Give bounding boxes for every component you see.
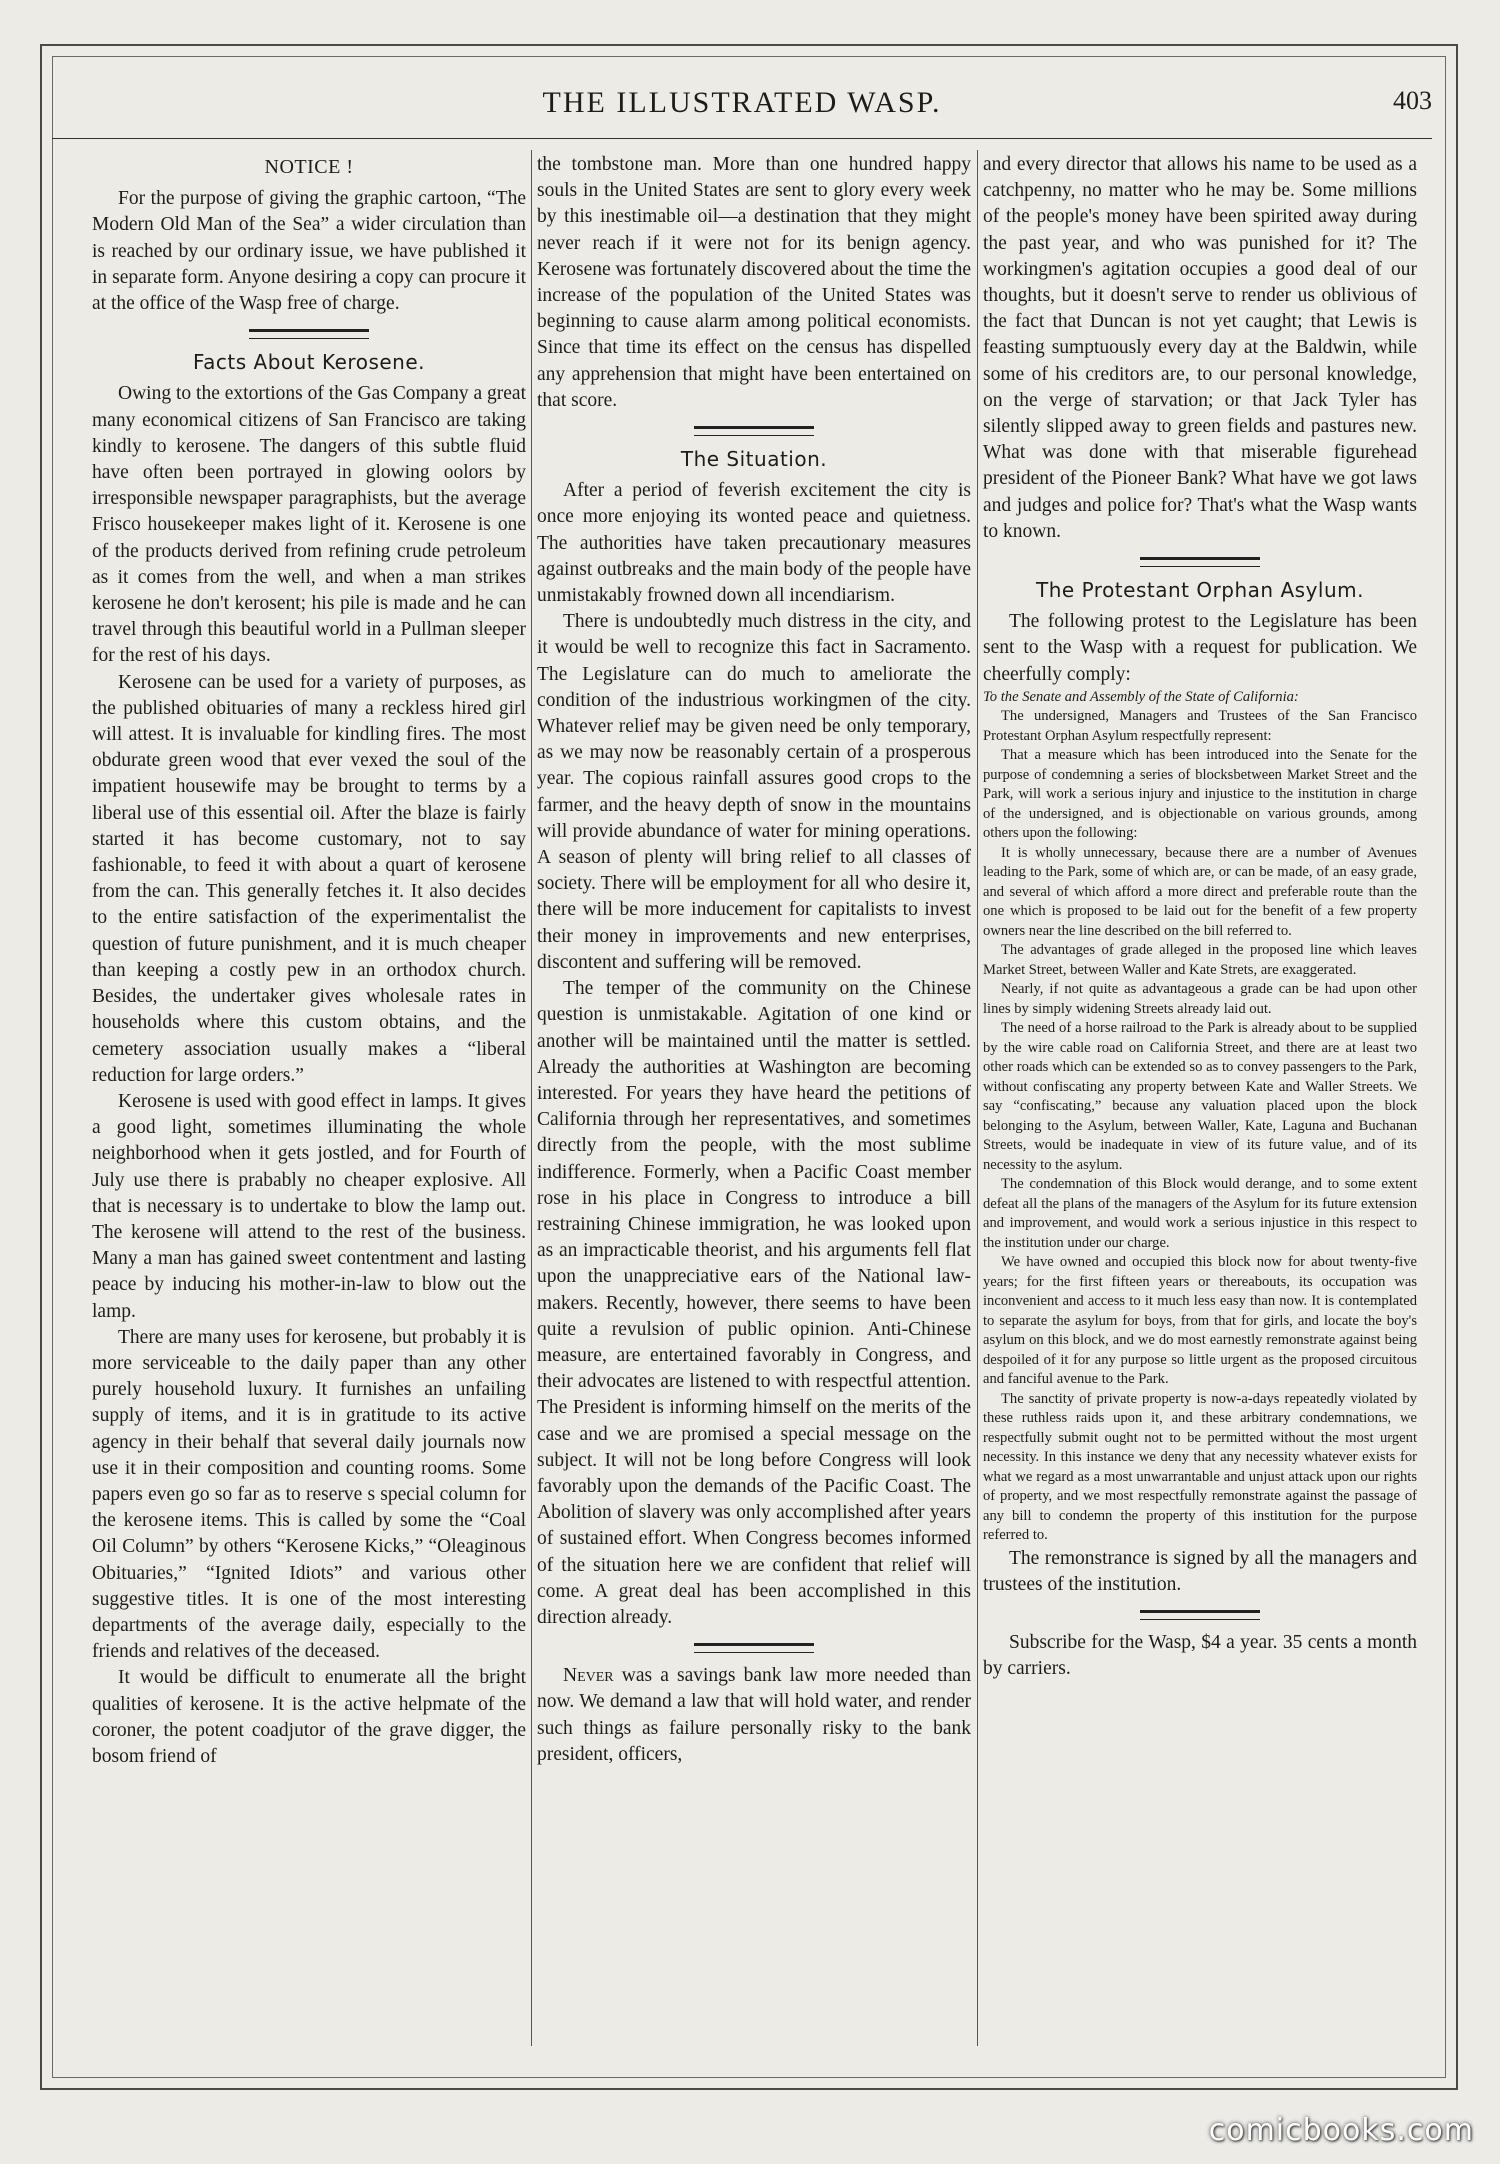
subscribe-notice: Subscribe for the Wasp, $4 a year. 35 cents a month by carriers. <box>983 1632 1417 1680</box>
article-paragraph: It would be difficult to enumerate all the bright qualities of kerosene. It is the active helpmate of the coroner, the potent coadjutor of the grave digger, the bosom friend of <box>92 1667 526 1767</box>
article-paragraph: There is undoubtedly much distress in the city, and it would be well to recognize this fact in Sacramento. The Legislature can do much to ameliorate the condition of the industrious workingmen of the city. Whatever relief may be given need be only temporary, as we may now be reasonably certain of a prosperous year. The copious rainfall assures good crops to the farmer, and the heavy depth of snow in the mountains will provide abundance of water for mining operations. A season of plenty will bring relief to all classes of society. There will be employment for all who desire it, there will be more inducement for capitalists to invest their money in improvements and new enterprises, discontent and suffering will be removed. <box>537 611 971 973</box>
protest-paragraph: The need of a horse railroad to the Park is already about to be supplied by the wire cable road on California Street, and there are at least two other roads which can be extended so as to convey passengers to the Park, without confiscating any property between Kate and Waller Streets. We say “confiscating,” because any valuation placed upon the block belonging to the Asylum, between Waller, Kate, Laguna and Buchanan Streets, would be inadequate in view of its future value, and of its necessity to the asylum. <box>983 1020 1417 1173</box>
protest-paragraph: The advantages of grade alleged in the proposed line which leaves Market Street, between Waller and Kate Strets, are exaggerated. <box>983 942 1417 978</box>
protest-letter <box>983 688 1417 1546</box>
article-paragraph: There are many uses for kerosene, but probably it is more serviceable to the daily paper than any other purely household luxury. It furnishes an unfailing supply of items, and it is in gratitude to its active agency in their behalf that several daily journals now use it in their composition and counting rooms. Some papers even go so far as to reserve s special column for the kerosene items. This is called by some the “Coal Oil Column” by others “Kerosene Kicks,” “Oleaginous Obituaries,” “Ignited Idiots” and various other suggestive titles. It is one of the most interesting departments of the average daily, especially to the friends and relatives of the deceased. <box>92 1326 526 1663</box>
kerosene-heading: Facts About Kerosene. <box>192 350 426 375</box>
article-paragraph: The following protest to the Legislature has been sent to the Wasp with a request for publication. We cheerfully comply: <box>983 611 1417 685</box>
page-number: 403 <box>1393 86 1432 115</box>
salutation: To the Senate and Assembly of the State of California: <box>983 688 1299 705</box>
notice-heading: NOTICE ! <box>264 156 354 178</box>
column-divider <box>977 150 978 2046</box>
article-paragraph: The remonstrance is signed by all the managers and trustees of the institution. <box>983 1547 1417 1596</box>
article-paragraph: After a period of feverish excitement the city is once more enjoying its wonted peace and quietness. The authorities have taken precautionary measures against outbreaks and the main body of the people have unmistakably frowned down all incendiarism. <box>537 480 971 607</box>
masthead <box>52 82 1432 132</box>
article-continuation: the tombstone man. More than one hundred happy souls in the United States are sent to glory every week by this inestimable oil—a destination that they might never reach if it were not for its benign agency. Kerosene was fortunately discovered about the time the increase of the population of the United States was beginning to cause alarm among political economists. Since that time its effect on the census has dispelled any apprehension that might have been entertained on that score. <box>537 154 971 411</box>
column-3 <box>983 152 1417 2040</box>
column-divider <box>531 150 532 2046</box>
article-paragraph: The temper of the community on the Chinese question is unmistakable. Agitation of one kind or another will be maintained until the matter is settled. Already the authorities at Washington are becoming interested. For years they have heard the petitions of California through her representatives, and sometimes directly from the people, with the most sublime indifference. Formerly, when a Pacific Coast member rose in his place in Congress to introduce a bill restraining Chinese immigration, he was looked upon as an impracticable theorist, and his arguments fell flat upon the unappreciative ears of the National law-makers. Recently, however, there seems to have been quite a revulsion of public opinion. Anti-Chinese measure, are entertained favorably in Congress, and their advocates are listened to with respectful attention. The President is informing himself on the merits of the case and we are promised a special message on the subject. It will not be long before Congress will look favorably upon the demands of the Pacific Coast. The Abolition of slavery was only accomplished after years of sustained effort. When Congress becomes informed of the situation here we are confident that relief will come. A great deal has been accomplished in this direction already. <box>537 978 971 1628</box>
section-separator <box>249 329 369 339</box>
lead-word: Never <box>563 1665 614 1687</box>
column-1 <box>92 152 526 2040</box>
publication-title: THE ILLUSTRATED WASP. <box>542 86 942 119</box>
savings-text: was a savings bank law more needed than now. We demand a law that will hold water, and render such things as failure personally risky to the bank president, officers, <box>537 1665 971 1765</box>
article-paragraph: Kerosene is used with good effect in lamps. It gives a good light, sometimes illuminating the whole neighborhood when it gets jostled, and for Fourth of July use there is prabably no cheaper explosive. All that is necessary is to undertake to blow the lamp out. The kerosene will attend to the rest of the business. Many a man has gained sweet contentment and lasting peace by inducing his mother-in-law to blow out the lamp. <box>92 1090 526 1322</box>
column-2 <box>537 152 971 2040</box>
section-separator <box>694 426 814 436</box>
section-separator <box>694 1643 814 1653</box>
masthead-rule <box>52 138 1432 139</box>
savings-paragraph <box>537 1663 971 1768</box>
protest-paragraph: The sanctity of private property is now-a-days repeatedly violated by these ruthless raids upon it, and these arbitrary condemnations, we respectfully submit ought not to be permitted without the most urgent necessity. In this instance we deny that any necessity whatever exists for what we regard as a most unwarrantable and unjust attack upon our rights of property, and we most respectfully remonstrate against the passage of any bill to condemn the property of this institution for the purpose referred to. <box>983 1390 1417 1544</box>
orphan-asylum-heading: The Protestant Orphan Asylum. <box>1036 578 1364 603</box>
protest-paragraph: We have owned and occupied this block now for about twenty-five years; for the first fifteen years or thereabouts, its occupation was inconvenient and access to it much less easy than now. It is contemplated to separate the asylum for boys, from that for girls, and locate the boy's asylum on this block, and we do most earnestly remonstrate against being despoiled of it for any purpose so little urgent as the proposed circuitous and fanciful avenue to the Park. <box>983 1254 1417 1388</box>
notice-text: For the purpose of giving the graphic cartoon, “The Modern Old Man of the Sea” a wider circulation than is reached by our ordinary issue, we have published it in separate form. Anyone desiring a copy can procure it at the office of the Wasp free of charge. <box>92 188 526 315</box>
protest-paragraph: The undersigned, Managers and Trustees of the San Francisco Protestant Orphan Asylum respectfully represent: <box>983 708 1417 744</box>
protest-paragraph: The condemnation of this Block would derange, and to some extent defeat all the plans of the managers of the Asylum for its future extension and improvement, and would work a serious injustice in this respect to the institution under our charge. <box>983 1176 1417 1251</box>
article-continuation: and every director that allows his name to be used as a catchpenny, no matter who he may be. Some millions of the people's money have been spirited away during the past year, and who was punished for it? The workingmen's agitation occupies a good deal of our thoughts, but it doesn't serve to render us oblivious of the fact that Duncan is not yet caught; that Lewis is feasting sumptuously every day at the Baldwin, while some of his creditors are, to our personal knowledge, on the verge of starvation; or that Jack Tyler has silently slipped away to green fields and pastures new. What was done with that miserable figurehead president of the Pioneer Bank? What have we got laws and judges and police for? That's what the Wasp wants to known. <box>983 154 1417 542</box>
article-paragraph: Kerosene can be used for a variety of purposes, as the published obituaries of many a reckless hired girl will attest. It is invaluable for kindling fires. The most obdurate green wood that ever vexed the soul of the impatient housewife may be brought to terms by a liberal use of this essential oil. After the blaze is fairly started it has become customary, not to say fashionable, to feed it with about a quart of kerosene from the can. This generally fetches it. It also decides to the entire satisfaction of the experimentalist the question of future punishment, and it is much cheaper than keeping a costly pew in an orthodox church. Besides, the undertaker gives wholesale rates in households where this custom obtains, and the cemetery association usually makes a “liberal reduction for large orders.” <box>92 671 526 1086</box>
article-paragraph: Owing to the extortions of the Gas Company a great many economical citizens of San Francisco are taking kindly to kerosene. The dangers of this subtle fluid have often been portrayed in glowing oolors by irresponsible newspaper paragraphists, but the average Frisco housekeeper makes light of it. Kerosene is one of the products derived from refining crude petroleum as it comes from the well, and when a man strikes kerosene he don't kerosent; his pile is made and he can travel through this beautiful world in a Pullman sleeper for the rest of his days. <box>92 383 526 667</box>
protest-paragraph: It is wholly unnecessary, because there are a number of Avenues leading to the Park, some of which are, or can be made, of an easy grade, and several of which afford a more direct and preferable route than the one which is proposed to be laid out for the benefit of a few property owners near the line described on the bill referred to. <box>983 844 1417 939</box>
section-separator <box>1140 557 1260 567</box>
protest-paragraph: Nearly, if not quite as advantageous a grade can be had upon other lines by simply widening Streets already laid out. <box>983 981 1417 1017</box>
situation-heading: The Situation. <box>680 447 828 472</box>
protest-paragraph: That a measure which has been introduced into the Senate for the purpose of condemning a series of blocksbetween Market Street and the Park, will work a serious injury and injustice to the institution in charge of the undersigned, and is objectionable on various grounds, among others upon the following: <box>983 747 1417 842</box>
watermark-logo: comicbooks.com <box>1208 2113 1474 2148</box>
section-separator <box>1140 1610 1260 1620</box>
